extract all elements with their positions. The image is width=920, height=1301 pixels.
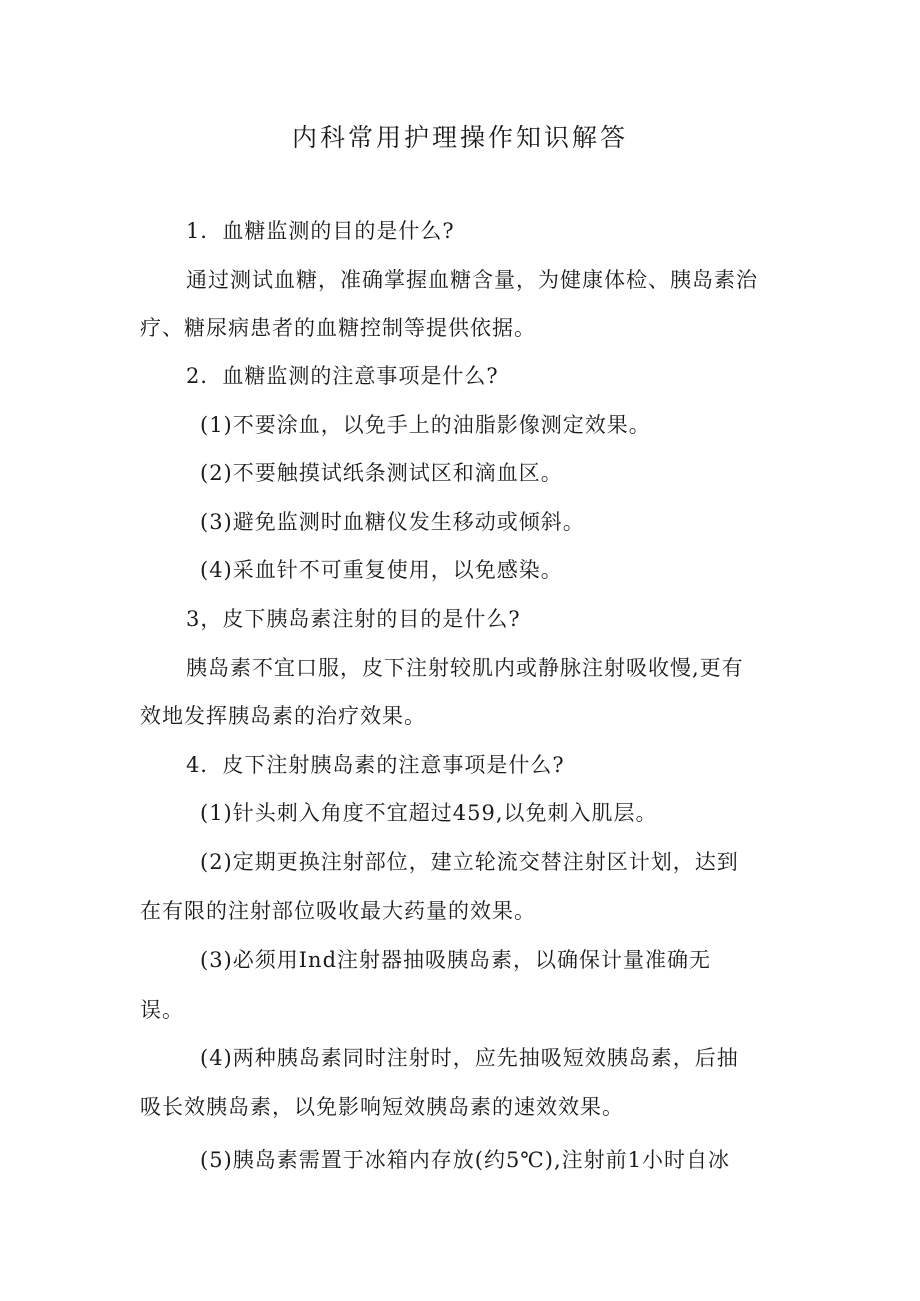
answer-4-item-4: (4)两种胰岛素同时注射时，应先抽吸短效胰岛素，后抽 xyxy=(200,1046,739,1070)
answer-1-line-1: 通过测试血糖，准确掌握血糖含量，为健康体检、胰岛素治 xyxy=(186,268,758,292)
answer-3-line-1: 胰岛素不宜口服，皮下注射较肌内或静脉注射吸收慢,更有 xyxy=(186,656,744,680)
answer-1-line-2: 疗、糖尿病患者的血糖控制等提供依据。 xyxy=(140,316,536,340)
answer-2-item-3: (3)避免监测时血糖仪发生移动或倾斜。 xyxy=(200,510,585,534)
answer-4-item-4-cont: 吸长效胰岛素，以免影响短效胰岛素的速效效果。 xyxy=(140,1095,624,1119)
answer-2-item-4: (4)采血针不可重复使用，以免感染。 xyxy=(200,558,563,582)
question-4: 4．皮下注射胰岛素的注意事项是什么? xyxy=(186,753,565,777)
answer-4-item-3-cont: 误。 xyxy=(140,998,184,1022)
answer-4-item-5: (5)胰岛素需置于冰箱内存放(约5℃),注射前1小时自冰 xyxy=(200,1148,731,1172)
question-3: 3，皮下胰岛素注射的目的是什么? xyxy=(186,607,521,631)
answer-2-item-2: (2)不要触摸试纸条测试区和滴血区。 xyxy=(200,461,563,485)
answer-2-item-1: (1)不要涂血，以免手上的油脂影像测定效果。 xyxy=(200,413,651,437)
question-1: 1．血糖监测的目的是什么? xyxy=(186,219,455,243)
question-2: 2．血糖监测的注意事项是什么? xyxy=(186,364,499,388)
answer-4-item-1: (1)针头刺入角度不宜超过459,以免刺入肌层。 xyxy=(200,801,658,825)
answer-4-item-2: (2)定期更换注射部位，建立轮流交替注射区计划，达到 xyxy=(200,850,739,874)
answer-4-item-3: (3)必须用Ind注射器抽吸胰岛素，以确保计量准确无 xyxy=(200,948,712,972)
answer-4-item-2-cont: 在有限的注射部位吸收最大药量的效果。 xyxy=(140,899,536,923)
answer-3-line-2: 效地发挥胰岛素的治疗效果。 xyxy=(140,704,426,728)
document-title: 内科常用护理操作知识解答 xyxy=(291,123,628,152)
